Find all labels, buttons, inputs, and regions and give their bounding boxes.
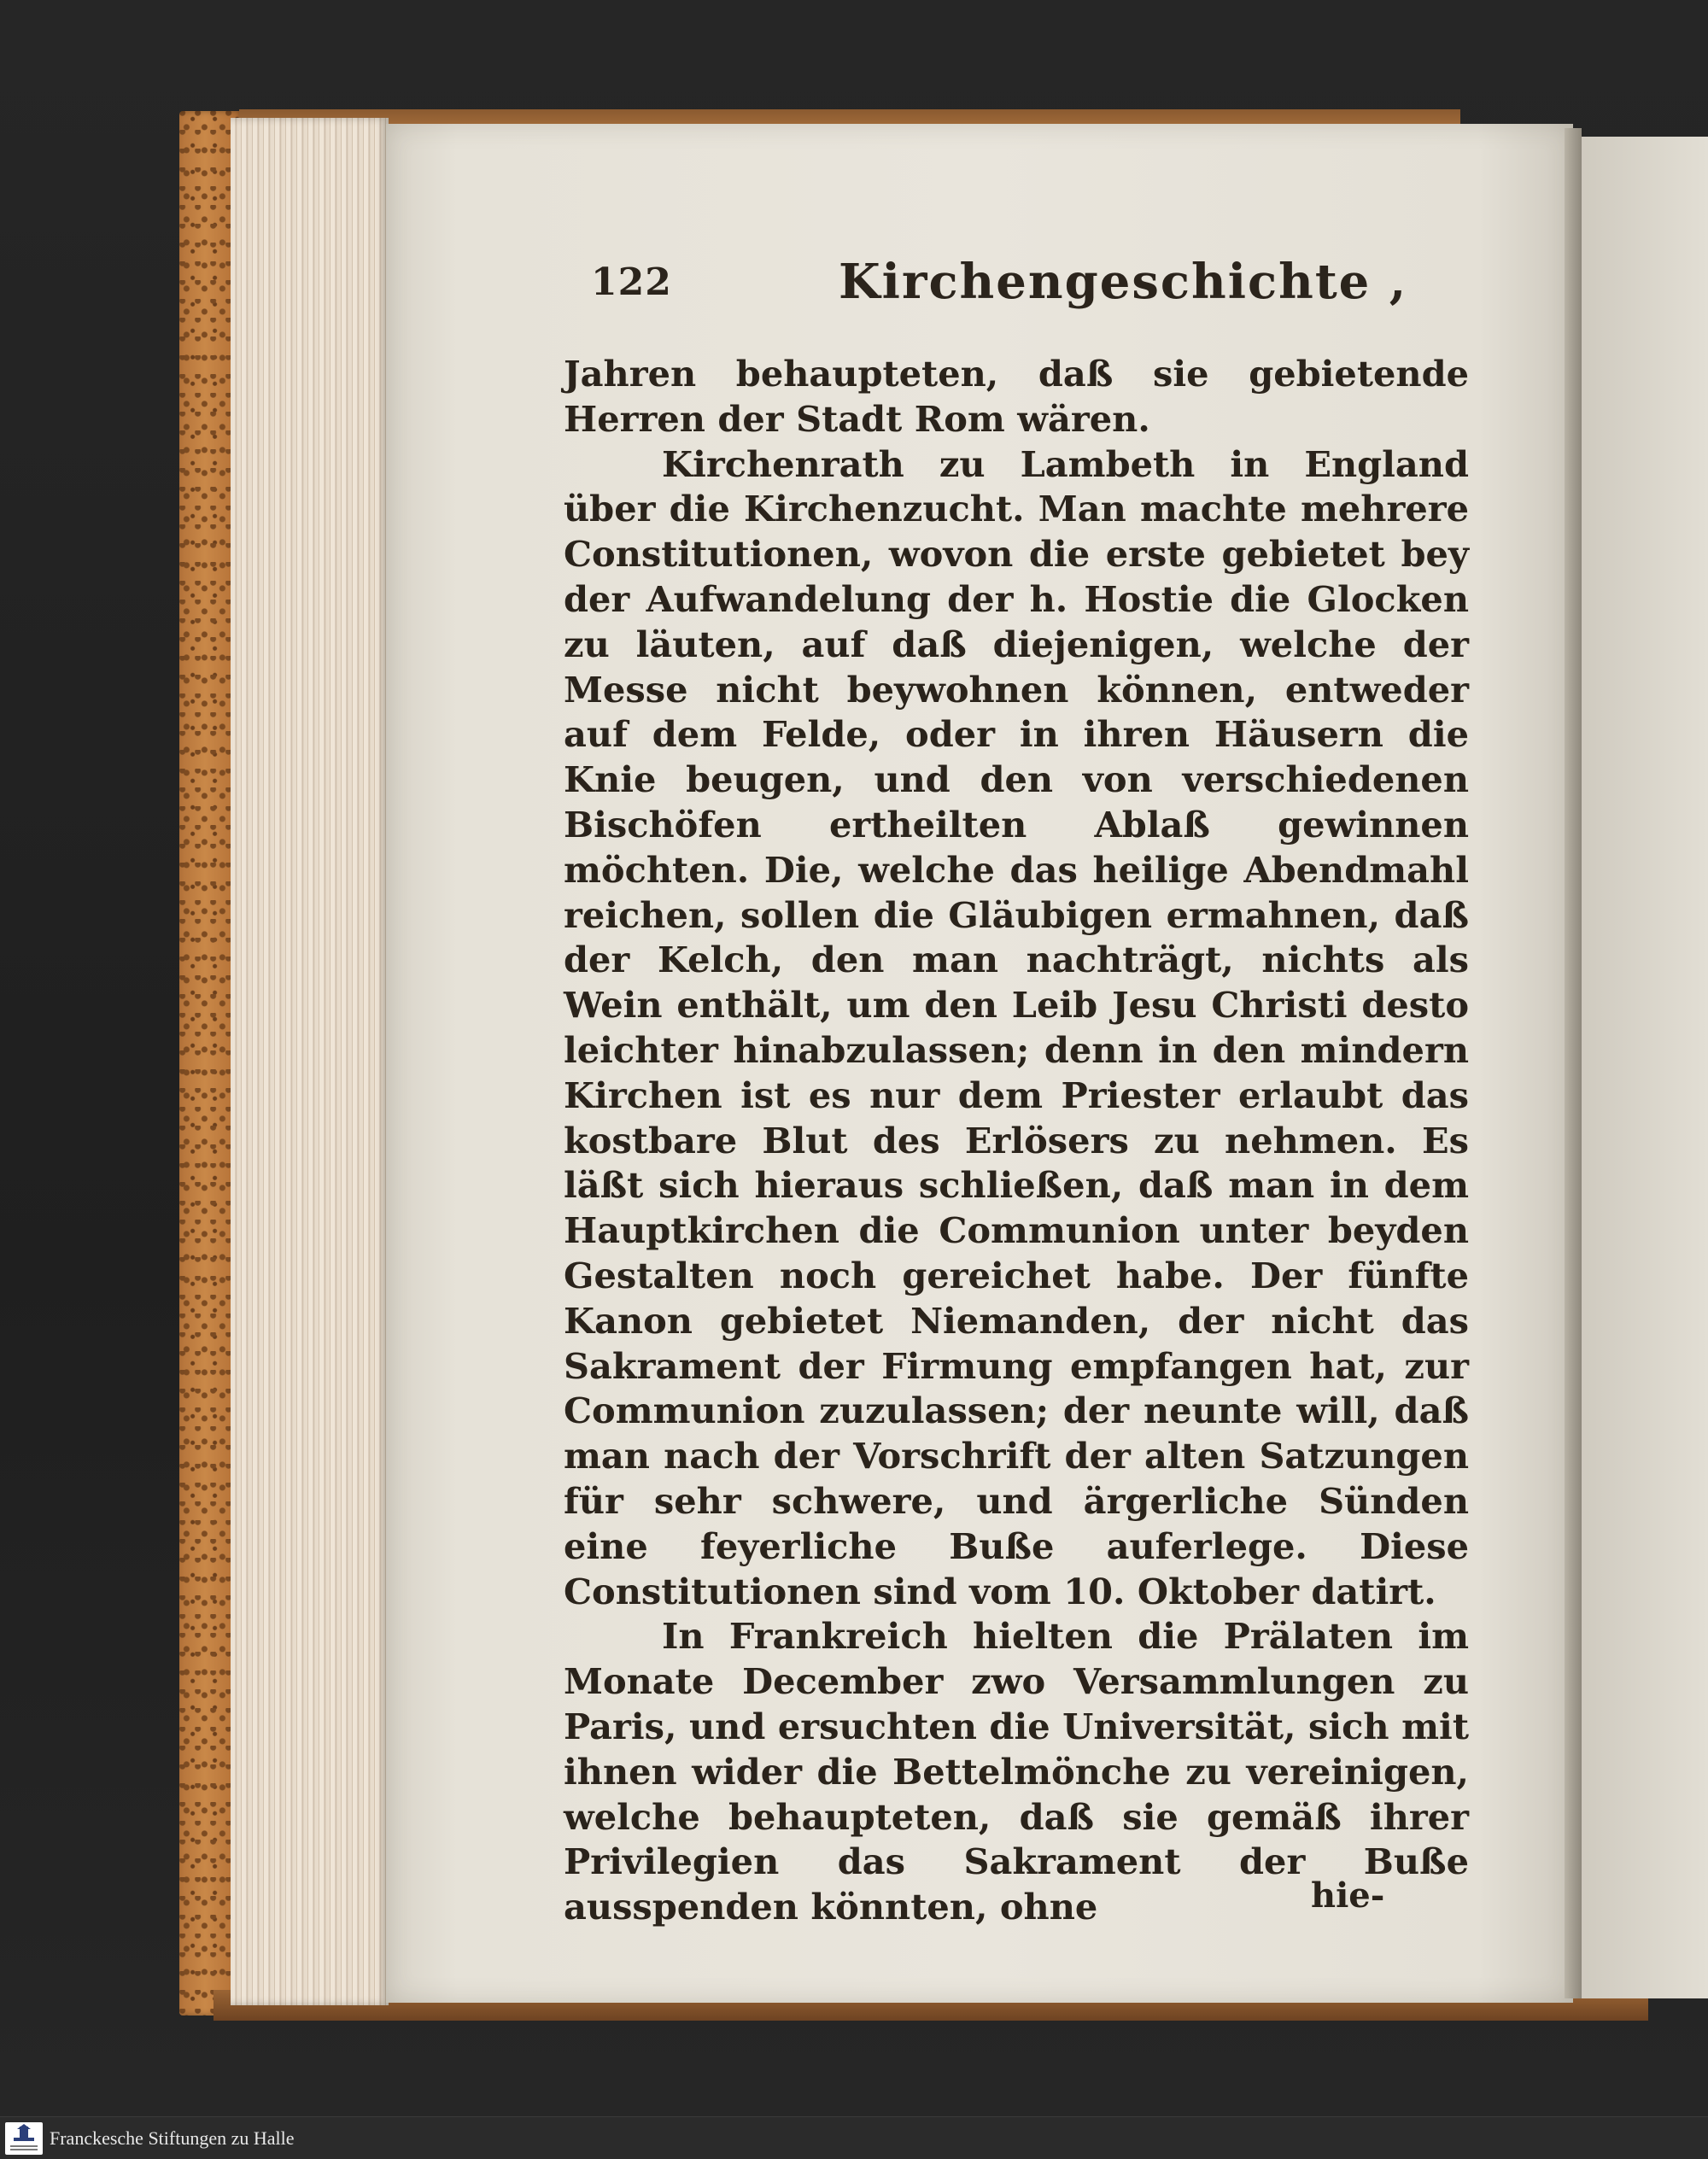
- facing-page: [1580, 137, 1708, 1998]
- running-title: Kirchengeschichte ,: [839, 254, 1408, 310]
- book-gutter: [1565, 128, 1582, 1998]
- paragraph-1: Jahren behaupteten, daß sie gebietende Herren der Stadt Rom wären.: [564, 353, 1469, 440]
- page-edges: [231, 118, 389, 2005]
- running-head: [591, 254, 1454, 337]
- body-text: [564, 352, 1469, 1930]
- institution-name: Franckesche Stiftungen zu Halle: [50, 2127, 295, 2149]
- catchword: hie-: [1311, 1875, 1385, 1916]
- page-number: 122: [591, 260, 672, 304]
- viewer-footer: [0, 2116, 1708, 2159]
- paragraph-2: Kirchenrath zu Lambeth in England über die Kirchenzucht. Man machte mehrere Constitutionen, wovon die erste gebietet bey der Aufwandelung der h. Hostie die Glocken zu läuten, auf daß diejenigen, welche der Messe nicht beywohnen können, entweder auf dem Felde, oder in ihren Häusern die Knie beugen, und den von verschiedenen Bischöfen ertheilten Ablaß gewinnen möchten. Die, welche das heilige Abendmahl reichen, sollen die Gläubigen ermahnen, daß der Kelch, den man nachträgt, nichts als Wein enthält, um den Leib Jesu Christi desto leichter hinabzulassen; denn in den mindern Kirchen ist es nur dem Priester erlaubt das kostbare Blut des Erlösers zu nehmen. Es läßt sich hieraus schließen, daß man in dem Hauptkirchen die Communion unter beyden Gestalten noch gereichet habe. Der fünfte Kanon gebietet Niemanden, der nicht das Sakrament der Firmung empfangen hat, zur Communion zuzulassen; der neunte will, daß man nach der Vorschrift der alten Satzungen für sehr schwere, und ärgerliche Sünden eine feyerliche Buße auferlege. Diese Constitutionen sind vom 10. Oktober datirt.: [564, 442, 1469, 1612]
- paragraph-3: In Frankreich hielten die Prälaten im Monate December zwo Versammlungen zu Paris, und ersuchten die Universität, sich mit ihnen wider die Bettelmönche zu vereinigen, welche behaupteten, daß sie gemäß ihrer Privilegien das Sakrament der Buße ausspenden könnten, ohne: [564, 1615, 1469, 1928]
- francke-foundation-logo-icon: [5, 2122, 43, 2155]
